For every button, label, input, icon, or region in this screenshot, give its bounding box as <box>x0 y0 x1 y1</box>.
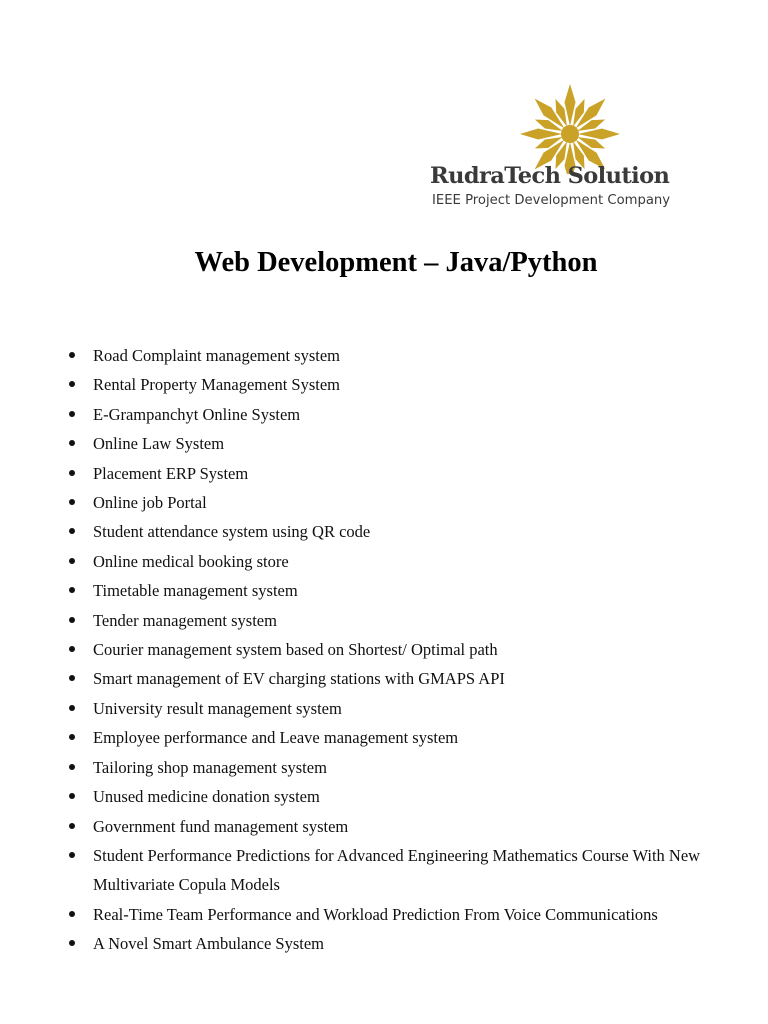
list-item-text: Tailoring shop management system <box>93 757 327 777</box>
list-item-text: Online medical booking store <box>93 551 289 571</box>
list-item-text: Road Complaint management system <box>93 346 341 365</box>
bullet-icon <box>69 911 75 917</box>
bullet-icon <box>69 764 75 770</box>
bullet-icon <box>69 852 75 858</box>
list-item <box>0 459 768 488</box>
list-item <box>0 370 768 399</box>
sunburst-ray <box>578 129 620 140</box>
list-item-text: Real-Time Team Performance and Workload Prediction From Voice Communications <box>93 904 658 924</box>
bullet-icon <box>69 558 75 564</box>
list-item-text: Government fund management system <box>93 816 349 836</box>
list-item-text: Tender management system <box>93 610 277 630</box>
list-item-text: Employee performance and Leave management system <box>93 728 459 748</box>
bullet-icon <box>69 675 75 681</box>
list-item <box>0 664 768 693</box>
bullet-icon <box>69 823 75 829</box>
list-item <box>0 900 768 929</box>
bullet-icon <box>69 440 75 446</box>
bullet-icon <box>69 793 75 799</box>
list-item <box>0 606 768 635</box>
bullet-icon <box>69 411 75 417</box>
list-item <box>0 576 768 605</box>
list-item <box>0 488 768 517</box>
list-item <box>0 841 768 900</box>
list-item-text: Smart management of EV charging stations with GMAPS API <box>93 669 505 689</box>
list-item-text: Online job Portal <box>93 493 207 513</box>
list-item <box>0 929 768 958</box>
bullet-icon <box>69 617 75 623</box>
list-item-text: Timetable management system <box>93 581 298 601</box>
bullet-icon <box>69 705 75 711</box>
list-item <box>0 753 768 782</box>
list-item <box>0 547 768 576</box>
list-item-text: Online Law System <box>93 434 225 454</box>
bullet-icon <box>69 734 75 740</box>
list-item-text: A Novel Smart Ambulance System <box>93 934 324 954</box>
list-item-text: Student Performance Predictions for Advanced Engineering Mathematics Course With New Multivariate Copula Models <box>93 845 701 895</box>
list-item <box>0 400 768 429</box>
bullet-icon <box>69 528 75 534</box>
list-item-text: E-Grampanchyt Online System <box>93 404 301 424</box>
list-item <box>0 517 768 546</box>
list-item <box>0 635 768 664</box>
page-title: Web Development – Java/Python <box>194 247 598 278</box>
sunburst-ray <box>520 129 562 140</box>
list-item <box>0 694 768 723</box>
list-item <box>0 723 768 752</box>
list-item-text: University result management system <box>93 698 342 718</box>
bullet-icon <box>69 587 75 593</box>
list-item-text: Placement ERP System <box>93 463 249 483</box>
list-item <box>0 812 768 841</box>
sunburst-logo-icon <box>508 78 632 174</box>
list-item <box>0 429 768 458</box>
list-item <box>0 341 768 370</box>
bullet-icon <box>69 352 75 358</box>
bullet-icon <box>69 940 75 946</box>
list-item-text: Courier management system based on Shortest/ Optimal path <box>93 640 498 660</box>
bullet-icon <box>69 499 75 505</box>
sunburst-center <box>561 125 579 143</box>
company-name: RudraTech Solution <box>430 163 670 189</box>
list-item-text: Rental Property Management System <box>93 375 340 395</box>
project-list <box>0 341 768 959</box>
company-logo <box>428 78 708 216</box>
bullet-icon <box>69 381 75 387</box>
list-item <box>0 782 768 811</box>
sunburst-ray <box>565 84 576 126</box>
list-item-text: Student attendance system using QR code <box>93 522 371 542</box>
bullet-icon <box>69 646 75 652</box>
company-tagline: IEEE Project Development Company <box>432 193 671 208</box>
bullet-icon <box>69 470 75 476</box>
list-item-text: Unused medicine donation system <box>93 787 320 807</box>
